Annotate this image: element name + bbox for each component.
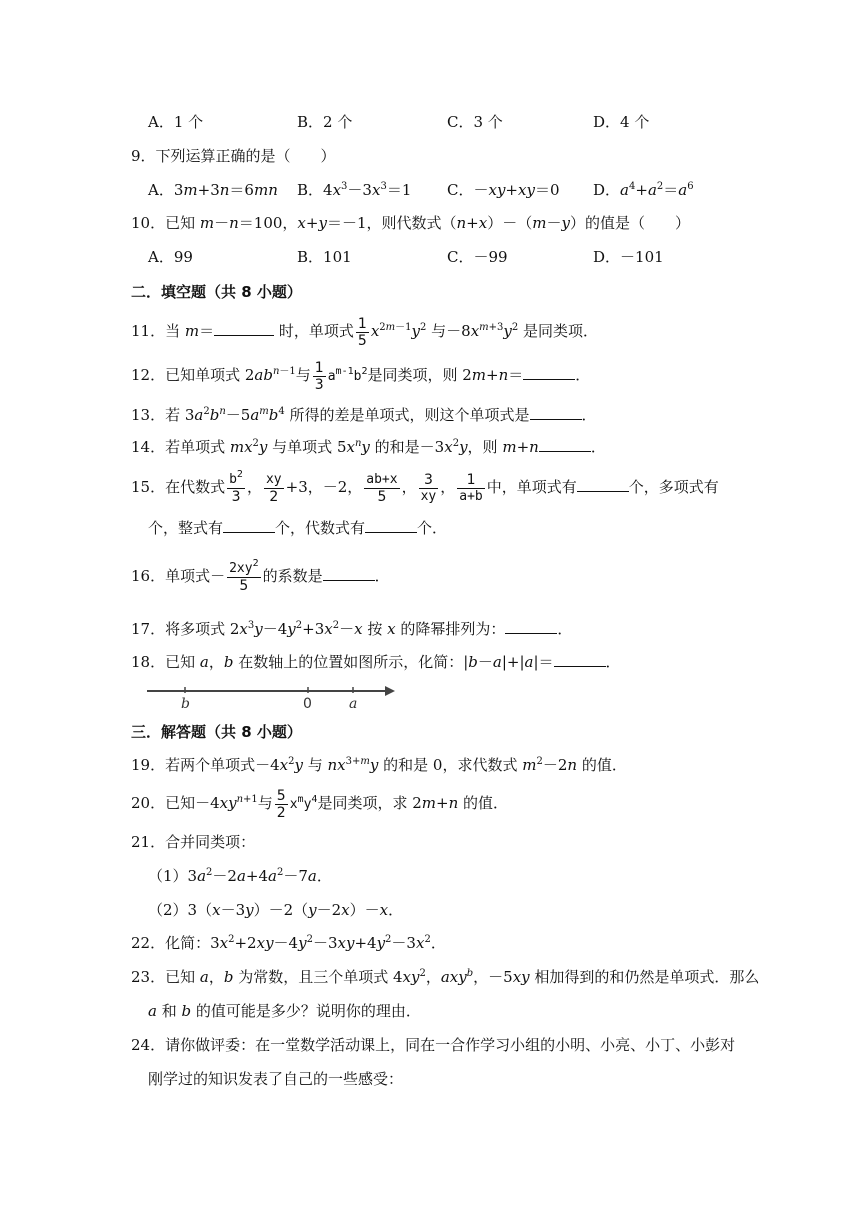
q17: 17．将多项式 $2x^3y-4y^2+3x^2-x$ 按 x 的降幂排列为： ． xyxy=(131,620,573,638)
label-b: b xyxy=(181,696,190,711)
q22: 22．化简：$3x^2+2xy-4y^2-3xy+4y^2-3x^2$． xyxy=(131,934,446,952)
q21-part2: （2）3（x－3y）－2（y－2x）－x． xyxy=(148,901,404,919)
q8-option-b: B．2 个 xyxy=(297,113,353,131)
q15-line2: 个，整式有 个，代数式有 个． xyxy=(148,519,448,537)
q18: 18．已知 a，b 在数轴上的位置如图所示，化简：|b－a|+|a|＝ ． xyxy=(131,653,621,671)
q19: 19．若两个单项式$-4x^2y$ 与 $nx^{3+m}y$ 的和是 0，求代数式 $m^2-2n$ 的值． xyxy=(131,756,627,774)
q8-option-c: C．3 个 xyxy=(447,113,503,131)
q21-part1: $(1)3a^2-2a+4a^2-7a$． xyxy=(148,867,332,885)
q11: 11．当 m＝ 时，单项式 $\frac{1}{5}$ $x^{2m-1}y^2$ 与$-8x^{m+3}y^2$ 是同类项． xyxy=(131,315,599,349)
q20: 20．已知$-4xy^{n+1}$与 $\frac{5}{2}$ $x^my^4$是同类项，求 2m+n 的值． xyxy=(131,787,509,821)
q24-line1: 24．请你做评委：在一堂数学活动课上，同在一合作学习小组的小明、小亮、小丁、小彭对 xyxy=(131,1036,736,1054)
number-line-arrow xyxy=(385,686,395,696)
q14: 14．若单项式 $mx^2y$ 与单项式 $5x^ny$ 的和是$-3x^2y$，则 m+n ． xyxy=(131,438,606,456)
q24-line2: 刚学过的知识发表了自己的一些感受： xyxy=(148,1070,404,1088)
q16: 16．单项式－ $\frac{2xy^2}{5}$ 的系数是 ． xyxy=(131,557,390,594)
q9-option-b: B．$4x^3-3x^3=1$ xyxy=(297,181,412,199)
q8-option-d: D．4 个 xyxy=(593,113,650,131)
q9-stem: 9．下列运算正确的是（ ） xyxy=(131,147,336,165)
q10-option-a: A．99 xyxy=(148,248,193,266)
section-answer-title: 三．解答题（共 8 小题） xyxy=(131,723,302,741)
number-line-figure xyxy=(145,683,397,711)
q10-stem: 10．已知 m－n＝100，x+y＝－1，则代数式（n+x）－（m－y）的值是（ ） xyxy=(131,214,690,232)
q10-option-b: B．101 xyxy=(297,248,352,266)
q9-option-d: D．$a^4+a^2=a^6$ xyxy=(593,181,694,199)
q10-option-c: C．－99 xyxy=(447,248,508,266)
label-zero: 0 xyxy=(303,696,312,711)
q23-line1: 23．已知 a，b 为常数，且三个单项式 $4xy^2$，axy$^b$，－5xy 相加得到的和仍然是单项式．那么 xyxy=(131,968,760,986)
q12: 12．已知单项式 $2ab^{n-1}$与 $\frac{1}{3}$ $a^{m-1}b^2$是同类项，则 2m+n＝ ． xyxy=(131,359,591,393)
section-fill-in-title: 二．填空题（共 8 小题） xyxy=(131,283,302,301)
q15-line1: 15．在代数式 $\frac{b^2}{3}$ ， $\frac{xy}{2}$ +3，－2， $\frac{ab+x}{5}$ ， $\frac{3}{xy}$ ， $\frac{1}{a+b}$ 中，单项式有 个，多项式有 xyxy=(131,468,719,505)
q9-option-a: A．3m+3n＝6mn xyxy=(148,181,278,199)
q9-option-c: C．－xy+xy＝0 xyxy=(447,181,560,199)
label-a: a xyxy=(349,696,358,711)
q8-option-a: A．1 个 xyxy=(148,113,204,131)
q10-option-d: D．－101 xyxy=(593,248,664,266)
q23-line2: a 和 b 的值可能是多少？说明你的理由． xyxy=(148,1002,421,1020)
q13: 13．若 $3a^2b^n-5a^mb^4$ 所得的差是单项式，则这个单项式是 ． xyxy=(131,406,597,424)
q21-stem: 21．合并同类项： xyxy=(131,833,256,851)
